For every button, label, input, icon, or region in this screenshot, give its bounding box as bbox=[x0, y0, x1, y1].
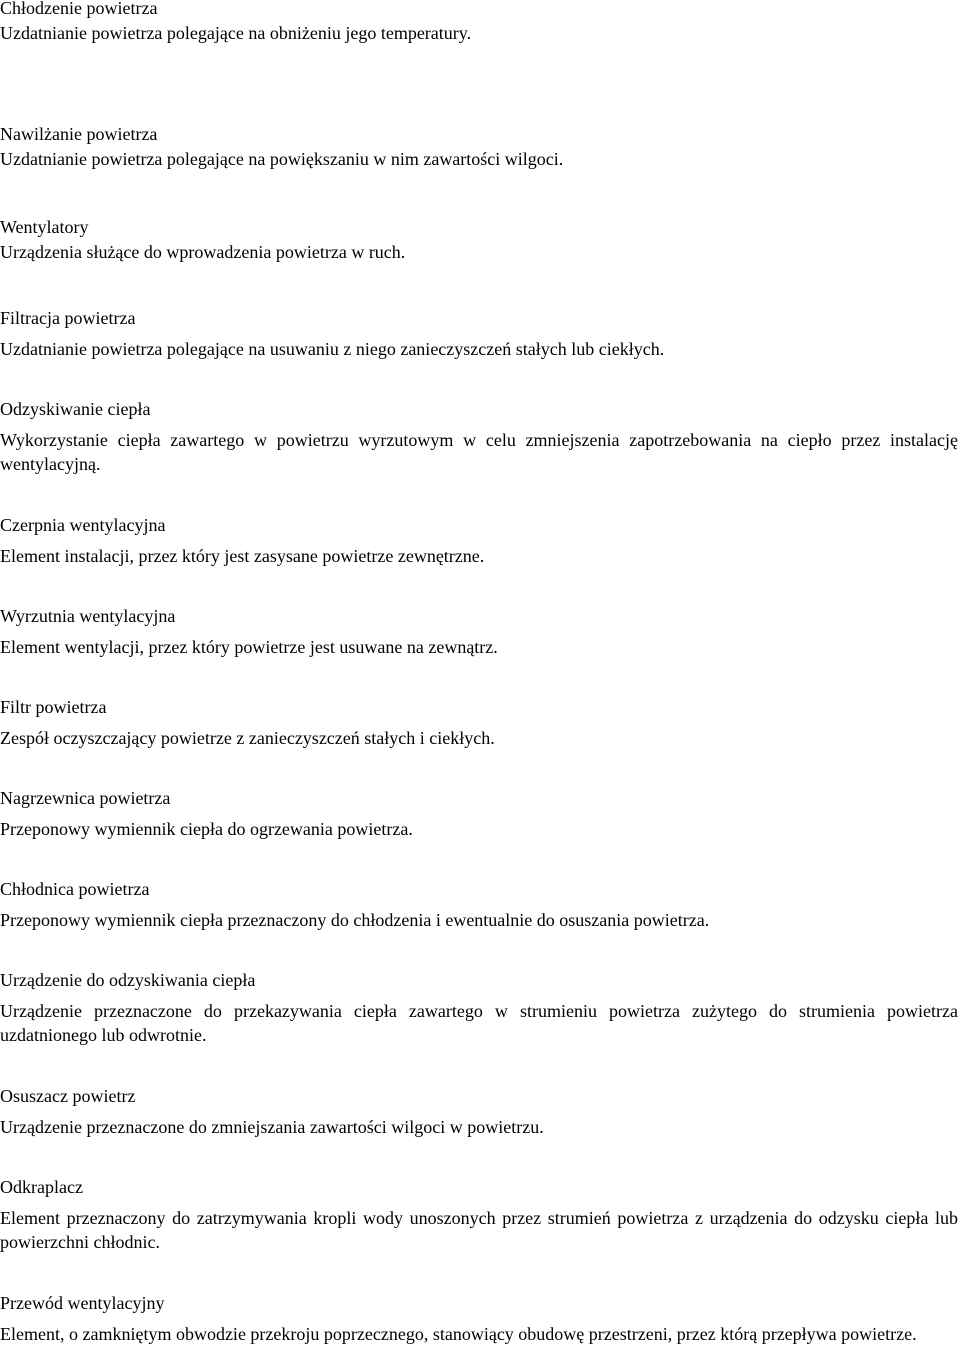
glossary-entry bbox=[0, 877, 958, 932]
glossary-definition: Urządzenie przeznaczone do przekazywania ciepła zawartego w strumieniu powietrza zużytego do strumienia powietrza uzdatnionego lub odwrotnie. bbox=[0, 1000, 958, 1045]
glossary-definition: Przeponowy wymiennik ciepła przeznaczony do chłodzenia i ewentualnie do osuszania powietrza. bbox=[0, 909, 710, 930]
glossary-definition: Element, o zamkniętym obwodzie przekroju poprzecznego, stanowiący obudowę przestrzeni, przez którą przepływa powietrze. bbox=[0, 1323, 917, 1344]
glossary-term: Filtr powietrza bbox=[0, 697, 107, 717]
glossary-entry bbox=[0, 968, 958, 1048]
glossary-entry bbox=[0, 0, 958, 45]
glossary-term: Odzyskiwanie ciepła bbox=[0, 399, 151, 419]
glossary-entry bbox=[0, 695, 958, 750]
glossary-definition: Uzdatnianie powietrza polegające na powiększaniu w nim zawartości wilgoci. bbox=[0, 148, 564, 169]
glossary-entry bbox=[0, 786, 958, 841]
glossary-term: Wyrzutnia wentylacyjna bbox=[0, 606, 176, 626]
glossary-definition: Wykorzystanie ciepła zawartego w powietrzu wyrzutowym w celu zmniejszenia zapotrzebowania na ciepło przez instalację wentylacyjną. bbox=[0, 429, 958, 474]
glossary-term: Przewód wentylacyjny bbox=[0, 1293, 165, 1313]
glossary-entry bbox=[0, 397, 958, 477]
glossary-definition: Urządzenia służące do wprowadzenia powietrza w ruch. bbox=[0, 241, 406, 262]
glossary-entry bbox=[0, 1175, 958, 1255]
glossary-term: Filtracja powietrza bbox=[0, 308, 136, 328]
glossary-definition: Element instalacji, przez który jest zasysane powietrze zewnętrzne. bbox=[0, 545, 485, 566]
glossary-entry bbox=[0, 306, 958, 361]
glossary-term: Chłodnica powietrza bbox=[0, 879, 150, 899]
glossary-term: Czerpnia wentylacyjna bbox=[0, 515, 166, 535]
glossary-entry bbox=[0, 122, 958, 171]
glossary-definition: Przeponowy wymiennik ciepła do ogrzewania powietrza. bbox=[0, 818, 413, 839]
glossary-definition: Urządzenie przeznaczone do zmniejszania zawartości wilgoci w powietrzu. bbox=[0, 1116, 544, 1137]
glossary-definition: Zespół oczyszczający powietrze z zanieczyszczeń stałych i ciekłych. bbox=[0, 727, 495, 748]
glossary-definition: Uzdatnianie powietrza polegające na obniżeniu jego temperatury. bbox=[0, 22, 472, 43]
glossary-term: Nagrzewnica powietrza bbox=[0, 788, 171, 808]
glossary-entry bbox=[0, 1084, 958, 1139]
glossary-definition: Uzdatnianie powietrza polegające na usuwaniu z niego zanieczyszczeń stałych lub ciekłych. bbox=[0, 338, 665, 359]
glossary-entry bbox=[0, 604, 958, 659]
glossary-term: Nawilżanie powietrza bbox=[0, 124, 158, 144]
glossary-entry bbox=[0, 215, 958, 264]
glossary-term: Chłodzenie powietrza bbox=[0, 0, 158, 18]
glossary-definition: Element wentylacji, przez który powietrze jest usuwane na zewnątrz. bbox=[0, 636, 498, 657]
glossary-definition: Element przeznaczony do zatrzymywania kropli wody unoszonych przez strumień powietrza z urządzenia do odzysku ciepła lub powierzchni chłodnic. bbox=[0, 1207, 958, 1252]
glossary-entry bbox=[0, 513, 958, 568]
glossary-term: Osuszacz powietrz bbox=[0, 1086, 136, 1106]
glossary-term: Odkraplacz bbox=[0, 1177, 83, 1197]
glossary-entry bbox=[0, 1291, 958, 1346]
glossary-term: Wentylatory bbox=[0, 217, 89, 237]
glossary-term: Urządzenie do odzyskiwania ciepła bbox=[0, 970, 256, 990]
